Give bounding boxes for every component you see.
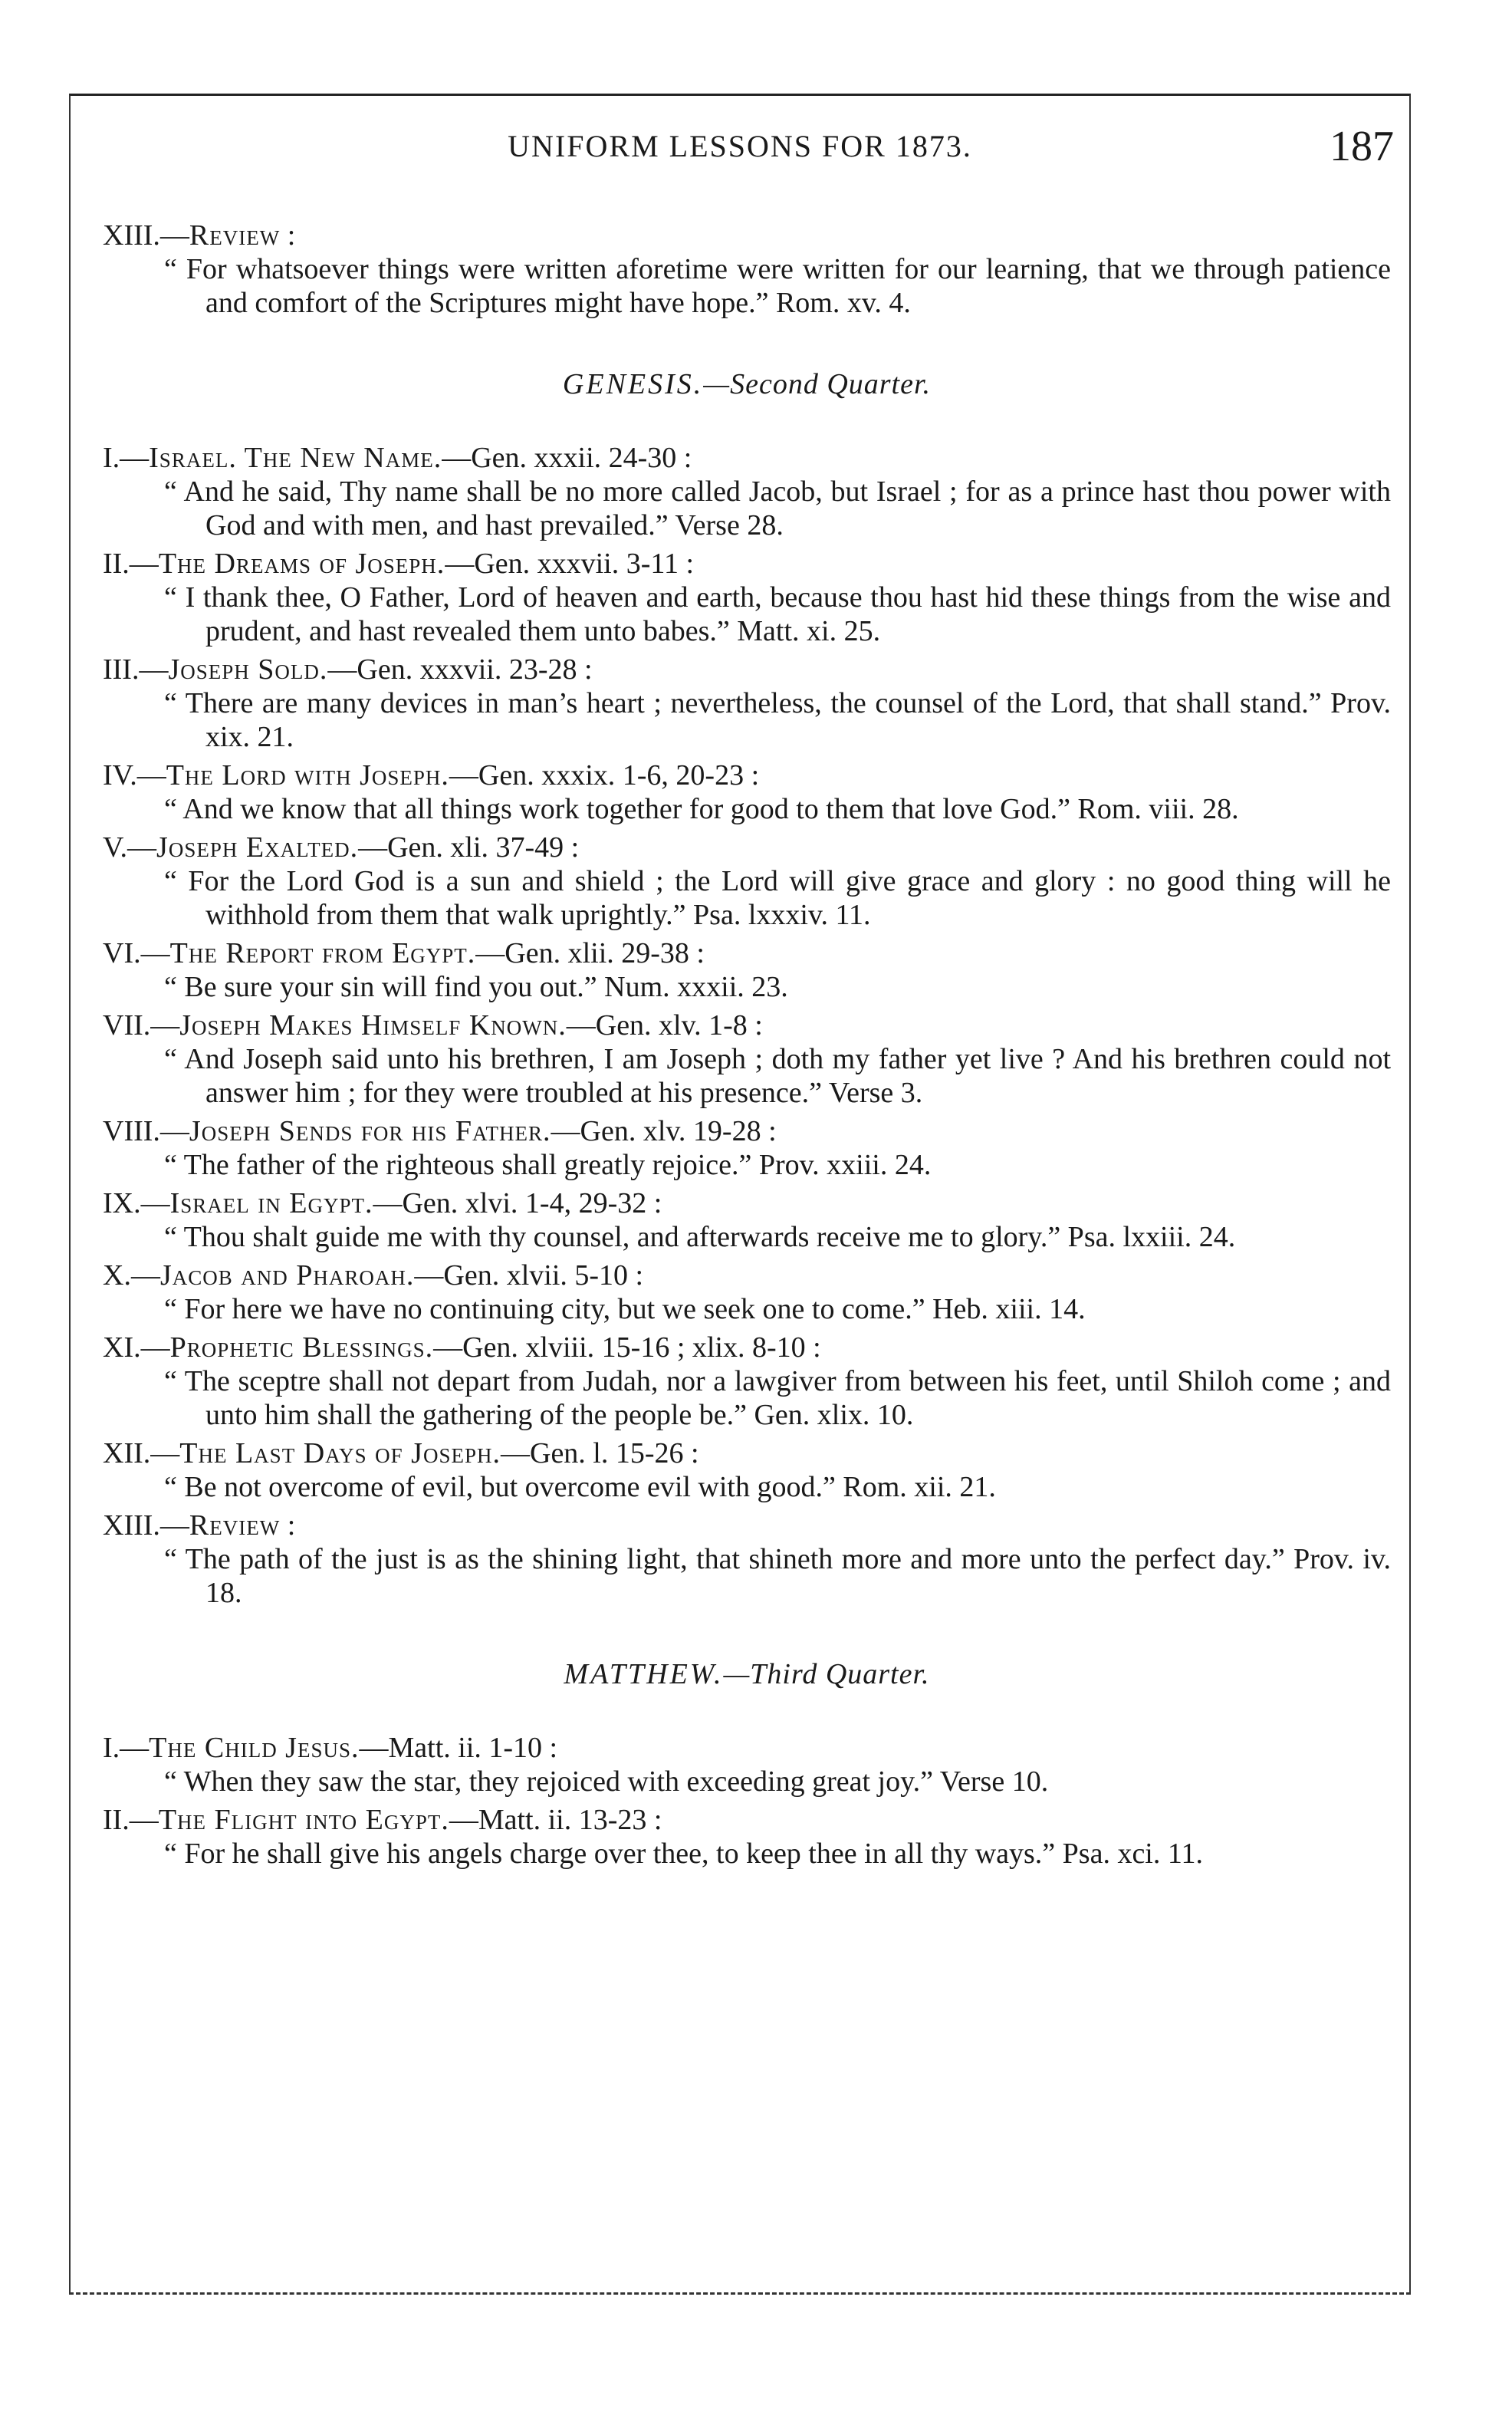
running-title: UNIFORM LESSONS FOR 1873. [508,129,972,163]
lesson-entry [103,547,1391,648]
lesson-entry [103,1186,1391,1254]
golden-text: “ For here we have no continuing city, but we seek one to come.” Heb. xiii. 14. [164,1293,1086,1325]
golden-text: “ The father of the righteous shall greatly rejoice.” Prov. xxiii. 24. [164,1149,932,1181]
lesson-heading [103,831,1391,864]
lesson-number: I.— [103,442,150,474]
lesson-entry [103,653,1391,754]
golden-text: “ When they saw the star, they rejoiced with exceeding great joy.” Verse 10. [164,1765,1049,1798]
golden-text: “ And we know that all things work together for good to them that love God.” Rom. viii. 28. [164,793,1239,825]
lesson-entry [103,1731,1391,1798]
lesson-heading [103,219,1391,252]
lesson-reference: —Matt. ii. 1-10 : [359,1732,558,1764]
lesson-title: The Flight into Egypt. [158,1804,449,1836]
section-quarter: —Second Quarter. [703,368,932,400]
lesson-reference: —Gen. xlvii. 5-10 : [414,1259,644,1292]
golden-text: “ I thank thee, O Father, Lord of heaven and earth, because thou hast hid these things from the wise and prudent, and hast revealed them unto babes.” Matt. xi. 25. [164,581,1391,647]
lesson-heading [103,1114,1391,1148]
lesson-title: Jacob and Pharoah. [159,1259,415,1292]
golden-text: “ For whatsoever things were written aforetime were written for our learning, that we through patience and comfort of the Scriptures might have hope.” Rom. xv. 4. [164,253,1391,319]
lesson-number: XII.— [103,1437,180,1469]
lesson-number: XIII.— [103,1509,189,1542]
section-book: MATTHEW. [564,1658,724,1690]
lesson-heading [103,1331,1391,1364]
lesson-heading [103,547,1391,581]
lesson-title: Joseph Sold. [168,653,328,686]
lesson-title: Joseph Exalted. [156,831,359,864]
lesson-heading [103,1731,1391,1765]
lesson-title: Prophetic Blessings. [169,1331,434,1364]
lesson-heading [103,1509,1391,1542]
lesson-heading [103,1803,1391,1837]
lesson-title: Joseph Sends for his Father. [189,1115,551,1147]
golden-text: “ Be sure your sin will find you out.” Num. xxxii. 23. [164,971,788,1003]
lesson-reference: —Gen. xxxvii. 3-11 : [445,548,695,580]
lesson-heading [103,936,1391,970]
section-book: GENESIS. [562,368,704,400]
page-header [71,123,1409,182]
lesson-title: Israel in Egypt. [169,1187,373,1219]
lesson-title: The Dreams of Joseph. [158,548,445,580]
golden-text: “ There are many devices in man’s heart ; nevertheless, the counsel of the Lord, that shall stand.” Prov. xix. 21. [164,687,1391,753]
section-heading [103,1657,1391,1691]
golden-text: “ Be not overcome of evil, but overcome evil with good.” Rom. xii. 21. [164,1471,996,1503]
lesson-reference: —Matt. ii. 13-23 : [449,1804,662,1836]
lesson-reference: —Gen. xlv. 1-8 : [566,1009,763,1041]
section-heading [103,367,1391,401]
lesson-number: VIII.— [103,1115,189,1147]
lesson-number: XI.— [103,1331,170,1364]
golden-text: “ For the Lord God is a sun and shield ; the Lord will give grace and glory : no good thing will he withhold from them that walk uprightly.” Psa. lxxxiv. 11. [164,865,1391,931]
lesson-reference: —Gen. l. 15-26 : [501,1437,699,1469]
lesson-reference: —Gen. xlviii. 15-16 ; xlix. 8-10 : [433,1331,821,1364]
lesson-entry [103,441,1391,542]
lesson-entry [103,1509,1391,1610]
lesson-reference: —Gen. xlii. 29-38 : [475,937,705,969]
lesson-number: VI.— [103,937,170,969]
lesson-reference: —Gen. xli. 37-49 : [358,831,580,864]
lesson-title: The Last Days of Joseph. [179,1437,501,1469]
lesson-title: The Lord with Joseph. [166,759,449,791]
lesson-reference: —Gen. xxxix. 1-6, 20-23 : [449,759,760,791]
lesson-reference: : [280,219,296,252]
lesson-entry [103,936,1391,1004]
lesson-entry [103,1803,1391,1871]
golden-text: “ And he said, Thy name shall be no more called Jacob, but Israel ; for as a prince hast thou power with God and with men, and hast prevailed.” Verse 28. [164,475,1391,541]
golden-text: “ And Joseph said unto his brethren, I am Joseph ; doth my father yet live ? And his brethren could not answer him ; for they were troubled at his presence.” Verse 3. [164,1043,1391,1109]
lesson-title: Review [189,1509,281,1542]
page-frame [69,94,1411,2295]
lesson-number: II.— [103,1804,159,1836]
lesson-entry [103,1259,1391,1326]
lesson-reference: —Gen. xlv. 19-28 : [551,1115,777,1147]
lesson-reference: —Gen. xxxvii. 23-28 : [327,653,593,686]
lesson-number: I.— [103,1732,150,1764]
lesson-reference: —Gen. xlvi. 1-4, 29-32 : [373,1187,662,1219]
lesson-heading [103,1259,1391,1292]
lesson-heading [103,1436,1391,1470]
lesson-reference: —Gen. xxxii. 24-30 : [442,442,692,474]
lesson-entry [103,1114,1391,1182]
lesson-number: IX.— [103,1187,170,1219]
lesson-entry [103,1009,1391,1110]
lesson-heading [103,1186,1391,1220]
golden-text: “ For he shall give his angels charge over thee, to keep thee in all thy ways.” Psa. xci. 11. [164,1838,1203,1870]
lesson-entry [103,831,1391,932]
lesson-title: The Report from Egypt. [169,937,476,969]
lesson-number: XIII.— [103,219,189,252]
lesson-number: V.— [103,831,157,864]
section-quarter: —Third Quarter. [723,1658,930,1690]
lesson-number: III.— [103,653,169,686]
lesson-title: Joseph Makes Himself Known. [179,1009,567,1041]
lesson-heading [103,1009,1391,1042]
lesson-number: II.— [103,548,159,580]
lesson-entry [103,219,1391,320]
lesson-title: Israel. The New Name. [149,442,442,474]
lesson-heading [103,653,1391,686]
lesson-heading [103,758,1391,792]
lesson-heading [103,441,1391,475]
lesson-number: X.— [103,1259,160,1292]
golden-text: “ The path of the just is as the shining light, that shineth more and more unto the perfect day.” Prov. iv. 18. [164,1543,1391,1609]
golden-text: “ The sceptre shall not depart from Judah, nor a lawgiver from between his feet, until Shiloh come ; and unto him shall the gathering of the people be.” Gen. xlix. 10. [164,1365,1391,1431]
golden-text: “ Thou shalt guide me with thy counsel, and afterwards receive me to glory.” Psa. lxxiii. 24. [164,1221,1236,1253]
lesson-title: Review [189,219,281,252]
lesson-list [103,219,1391,1875]
lesson-entry [103,1331,1391,1432]
lesson-reference: : [280,1509,296,1542]
lesson-title: The Child Jesus. [149,1732,360,1764]
lesson-number: IV.— [103,759,166,791]
page-number: 187 [1330,123,1394,170]
lesson-entry [103,758,1391,826]
lesson-number: VII.— [103,1009,180,1041]
lesson-entry [103,1436,1391,1504]
